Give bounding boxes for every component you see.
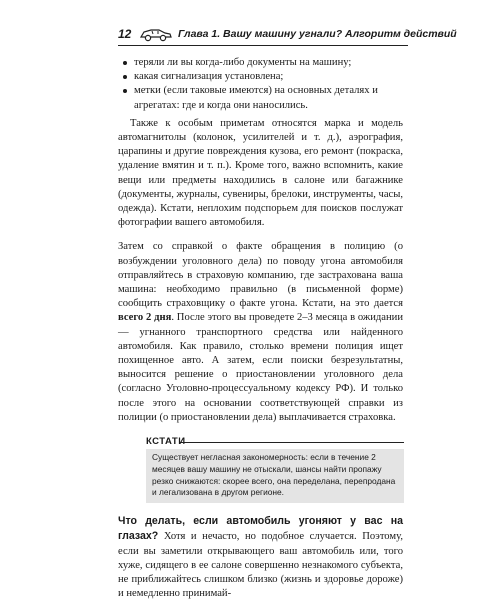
page-body [118, 56, 403, 601]
paragraph-insurance [118, 240, 403, 425]
list-item [118, 56, 403, 70]
paragraph-question: Что делать, если автомобиль угоняют у вас на глазах? [118, 515, 403, 543]
page-number: 12 [118, 27, 132, 41]
bullet-list [118, 56, 403, 113]
sidebar-title [146, 435, 404, 449]
sidebar-divider [180, 442, 404, 443]
paragraph-theft-in-sight [118, 514, 403, 601]
bullet-icon [123, 89, 127, 93]
sidebar-note [146, 433, 404, 503]
car-icon [139, 26, 173, 42]
paragraph-insurance-part-2: . После этого вы проведете 2–3 месяца в ожидании — угнанного транспортного средства или найденного автомобиля. Как правило, столько времени полиция ищет похищенное авто. А затем, если поиски безрезультатны, выносится решение о приостановлении уголовного дела (согласно Уголовно-процессуальному кодексу РФ). И только после этого на основании соответствующей справки из полиции (о приостановлении дела) выплачивается страховка. [118, 312, 404, 423]
page-header [118, 26, 457, 42]
list-item-text: теряли ли вы когда-либо документы на машину; [134, 57, 352, 68]
paragraph-question-text: Хотя и нечасто, но подобное случается. Поэтому, если вы заметили открывающего ваш автомобиль или, того хуже, сидящего в ее салоне совершенно незнакомого субъекта, не приближайтесь слишком близко (жизнь и здоровье дороже) и немедленно принимай- [118, 531, 403, 600]
list-item [118, 70, 403, 84]
chapter-title: Глава 1. Вашу машину угнали? Алгоритм действий [178, 28, 457, 40]
header-divider [118, 45, 408, 46]
list-item-text: какая сигнализация установлена; [134, 71, 284, 83]
bullet-icon [123, 61, 127, 65]
sidebar-text: Существует негласная закономерность: если в течение 2 месяцев вашу машину не отыскали, шансы найти пропажу резко снижаются: скорее всего, она переделана, перепродана и легализована в другом регионе. [146, 449, 404, 503]
paragraph-insurance-bold: всего 2 дня [118, 312, 172, 324]
paragraph-insurance-part-1: Затем со справкой о факте обращения в полицию (о возбуждении уголовного дела) по поводу угона автомобиля отправляйтесь в страховую компанию, где застрахована ваша машина: необходимо правильно (в письменной форме) сообщить страховщику о факте угона. Кстати, на это дается [118, 241, 403, 310]
paragraph-special-features: Также к особым приметам относятся марка и модель автомагнитолы (колонок, усилителей и т. д.), аэрография, царапины и другие повреждения кузова, его ремонт (покраска, удаление вмятин и т. п.). Кроме того, важно вспомнить, какие вещи или предметы находились в салоне или багажнике (документы, журналы, сувениры, брелоки, инструменты, часы, одежда). Кстати, неплохим подспорьем для поисков послужат фотографии вашего автомобиля. [118, 117, 403, 229]
list-item-text: метки (если таковые имеются) на основных деталях и агрегатах: где и когда они наносились. [134, 85, 378, 111]
list-item [118, 84, 403, 112]
bullet-icon [123, 75, 127, 79]
sidebar-title-text: КСТАТИ [146, 436, 186, 448]
